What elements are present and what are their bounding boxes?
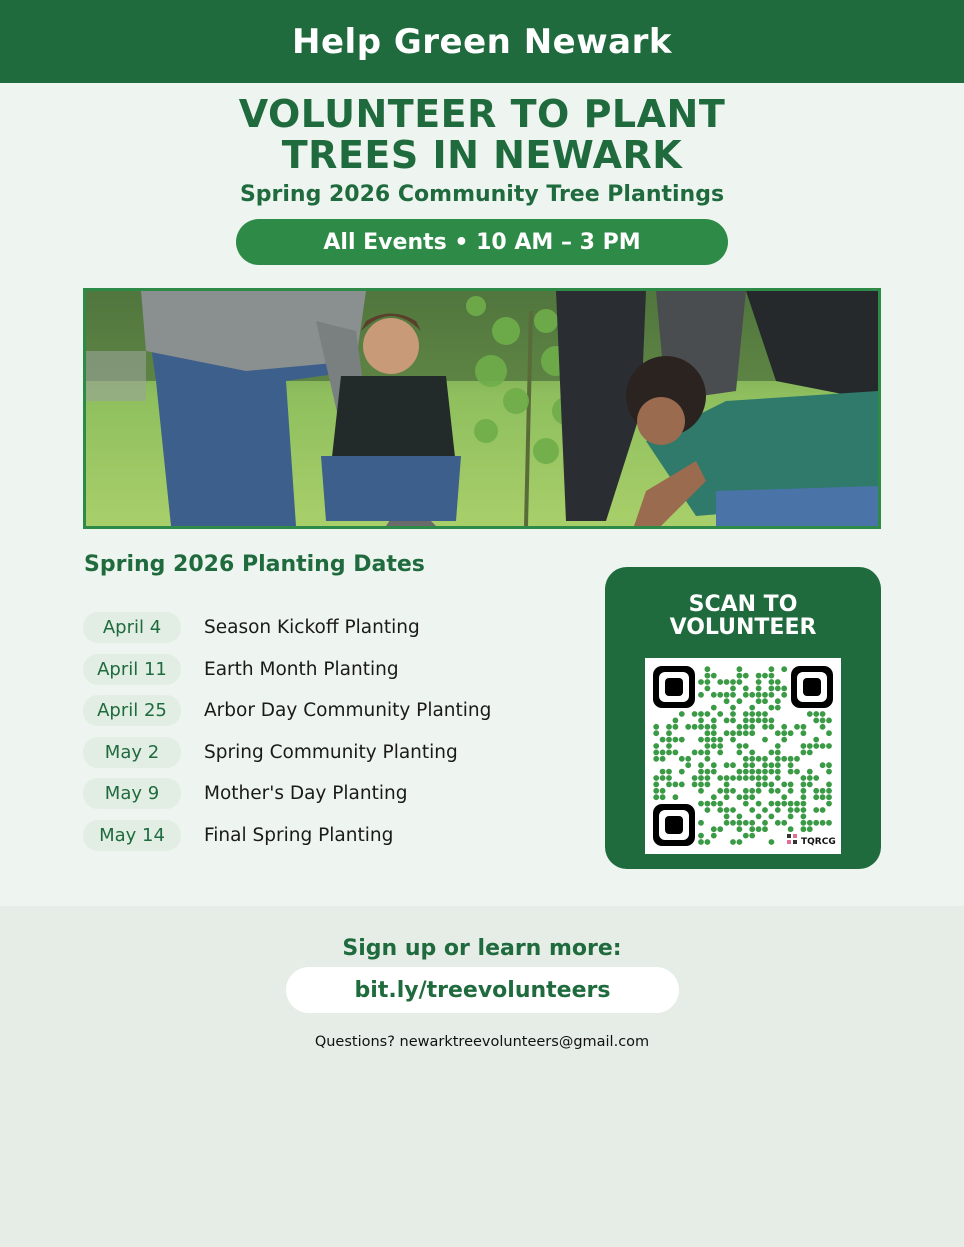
event-name: Spring Community Planting: [204, 741, 458, 763]
qr-title-line-2: VOLUNTEER: [669, 615, 817, 640]
photo-illustration: [86, 291, 878, 526]
qr-watermark: TQRCG: [801, 837, 836, 847]
list-item: [83, 820, 583, 851]
list-item: [83, 778, 583, 809]
date-badge: May 9: [83, 778, 181, 809]
page-title: [0, 94, 964, 176]
list-item: [83, 737, 583, 768]
event-name: Mother's Day Planting: [204, 783, 408, 805]
page-title-line-2: TREES IN NEWARK: [281, 133, 683, 177]
qr-code-icon: [645, 658, 841, 854]
volunteers-photo: [83, 288, 881, 529]
list-item: [83, 695, 583, 726]
qr-title-line-1: SCAN TO: [688, 592, 798, 617]
date-badge: April 4: [83, 612, 181, 643]
contact-email: Questions? newarktreevolunteers@gmail.com: [314, 1034, 650, 1050]
qr-code[interactable]: [645, 658, 841, 854]
list-item: [83, 612, 583, 643]
signup-link[interactable]: bit.ly/treevolunteers: [286, 967, 679, 1013]
qr-title: [605, 593, 881, 639]
date-badge: April 11: [83, 654, 181, 685]
event-name: Season Kickoff Planting: [204, 617, 420, 638]
date-badge: April 25: [83, 695, 181, 726]
qr-finder-top-left: [653, 666, 695, 708]
dates-heading: Spring 2026 Planting Dates: [84, 552, 425, 577]
date-badge: May 14: [83, 820, 181, 851]
event-name: Arbor Day Community Planting: [204, 700, 492, 722]
event-name: Earth Month Planting: [204, 658, 399, 680]
page-title-line-1: VOLUNTEER TO PLANT: [238, 92, 726, 136]
header-title: Help Green Newark: [292, 21, 672, 62]
page-subtitle: Spring 2026 Community Tree Plantings: [239, 182, 725, 207]
event-time-pill: All Events • 10 AM – 3 PM: [236, 219, 728, 265]
footer: [0, 906, 964, 1247]
list-item: [83, 654, 583, 685]
date-badge: May 2: [83, 737, 181, 768]
signup-label: Sign up or learn more:: [342, 936, 622, 961]
header-banner: [0, 0, 964, 83]
planting-dates-list: [83, 612, 583, 862]
qr-card: [605, 567, 881, 869]
event-name: Final Spring Planting: [204, 824, 394, 846]
